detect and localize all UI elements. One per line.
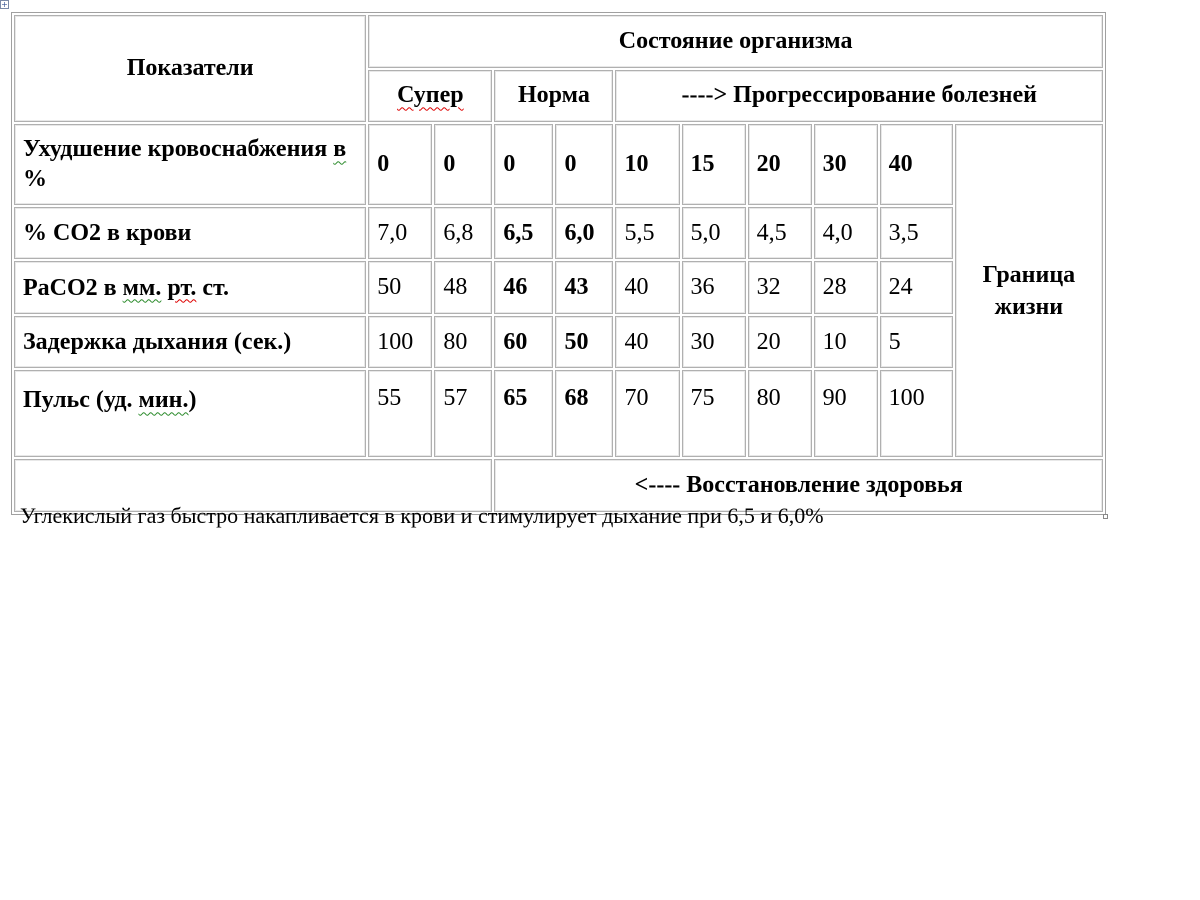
value-cell: 7,0 — [368, 207, 432, 260]
value-cell: 0 — [555, 124, 613, 205]
value-cell: 5 — [880, 316, 953, 369]
value-cell: 32 — [748, 261, 812, 314]
value-cell: 10 — [615, 124, 679, 205]
value-cell: 24 — [880, 261, 953, 314]
row-label-blood-supply: Ухудшение кровоснабжения в % — [14, 124, 366, 205]
value-cell: 0 — [434, 124, 492, 205]
row-label-breath-hold: Задержка дыхания (сек.) — [14, 316, 366, 369]
value-cell: 0 — [368, 124, 432, 205]
value-cell: 20 — [748, 124, 812, 205]
health-state-table — [11, 12, 1106, 515]
table-row — [14, 261, 1103, 314]
value-cell: 28 — [814, 261, 878, 314]
value-cell: 50 — [368, 261, 432, 314]
value-cell: 30 — [814, 124, 878, 205]
value-cell: 70 — [615, 370, 679, 457]
row-label-paco2: РаСО2 в мм. рт. ст. — [14, 261, 366, 314]
value-cell: 10 — [814, 316, 878, 369]
value-cell: 90 — [814, 370, 878, 457]
table-row — [14, 124, 1103, 205]
progression-header: ----> Прогрессирование болезней — [615, 70, 1103, 123]
value-cell: 55 — [368, 370, 432, 457]
cutoff-text: Углекислый газ быстро накапливается в крови и стимулирует дыхание при 6,5 и 6,0% — [20, 503, 824, 528]
value-cell: 43 — [555, 261, 613, 314]
value-cell: 65 — [494, 370, 553, 457]
value-cell: 6,0 — [555, 207, 613, 260]
value-cell: 68 — [555, 370, 613, 457]
header-row-1 — [14, 15, 1103, 68]
value-cell: 80 — [434, 316, 492, 369]
value-cell: 36 — [682, 261, 746, 314]
value-cell: 80 — [748, 370, 812, 457]
row-label-co2: % СО2 в крови — [14, 207, 366, 260]
value-cell: 15 — [682, 124, 746, 205]
value-cell: 4,5 — [748, 207, 812, 260]
recovery-footer: <---- Восстановление здоровья — [494, 459, 1103, 512]
value-cell: 3,5 — [880, 207, 953, 260]
value-cell: 46 — [494, 261, 553, 314]
value-cell: 57 — [434, 370, 492, 457]
value-cell: 6,8 — [434, 207, 492, 260]
value-cell: 60 — [494, 316, 553, 369]
value-cell: 100 — [368, 316, 432, 369]
value-cell: 100 — [880, 370, 953, 457]
value-cell: 75 — [682, 370, 746, 457]
value-cell: 4,0 — [814, 207, 878, 260]
organism-state-header: Состояние организма — [368, 15, 1103, 68]
value-cell: 5,5 — [615, 207, 679, 260]
table-row — [14, 370, 1103, 457]
value-cell: 20 — [748, 316, 812, 369]
value-cell: 50 — [555, 316, 613, 369]
value-cell: 40 — [615, 261, 679, 314]
table-row — [14, 316, 1103, 369]
norm-header: Норма — [494, 70, 613, 123]
value-cell: 48 — [434, 261, 492, 314]
table-resize-handle[interactable] — [1103, 514, 1108, 519]
value-cell: 5,0 — [682, 207, 746, 260]
cutoff-text-line — [20, 503, 940, 530]
table-move-handle-icon[interactable]: + — [1, 0, 8, 9]
table-row — [14, 207, 1103, 260]
super-header: Супер — [368, 70, 492, 123]
value-cell: 40 — [880, 124, 953, 205]
indicators-header: Показатели — [14, 15, 366, 122]
value-cell: 30 — [682, 316, 746, 369]
value-cell: 6,5 — [494, 207, 553, 260]
row-label-pulse: Пульс (уд. мин.) — [14, 370, 366, 457]
value-cell: 0 — [494, 124, 553, 205]
value-cell: 40 — [615, 316, 679, 369]
life-limit-cell: Граница жизни — [955, 124, 1103, 457]
